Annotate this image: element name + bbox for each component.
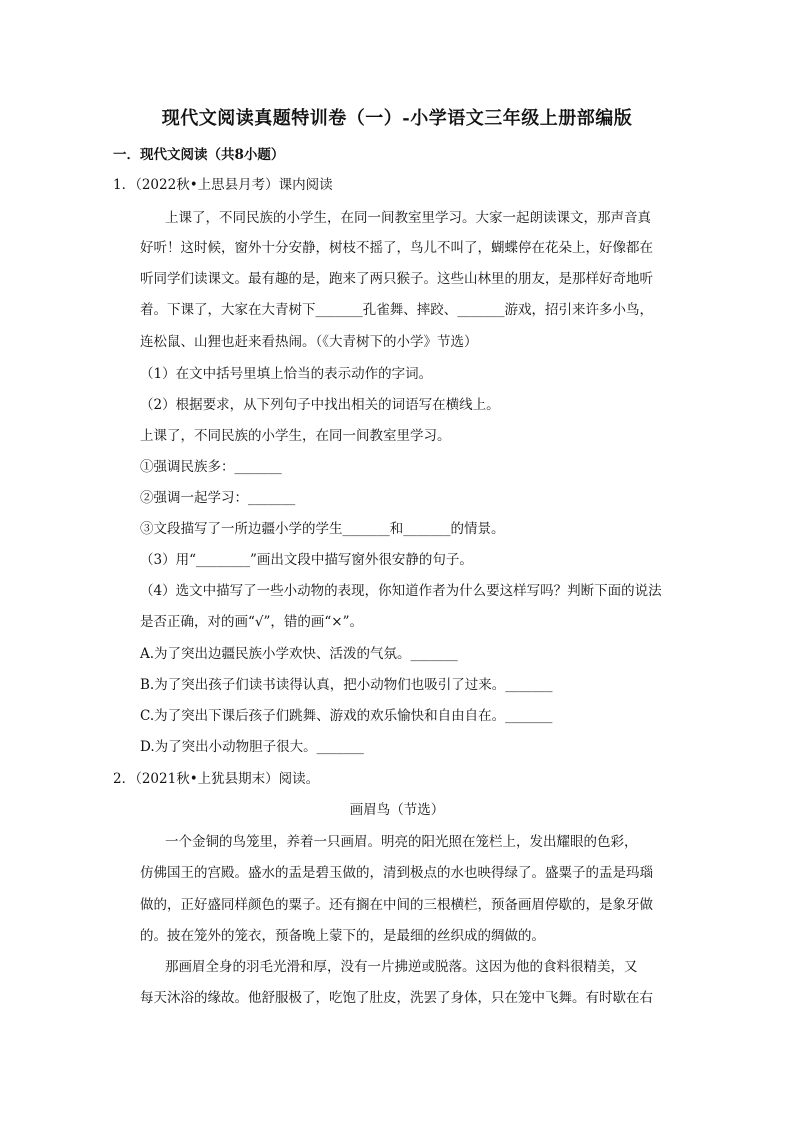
q1-option-a: A.为了突出边疆民族小学欢快、活泼的气氛。_______ — [140, 646, 458, 662]
q1-passage-line: 上课了，不同民族的小学生，在同一间教室里学习。大家一起朗读课文，那声音真 — [165, 210, 651, 226]
q1-sub2-item-c: ③文段描写了一所边疆小学的学生_______和_______的情景。 — [140, 521, 505, 537]
q2-para1-line: 一个金铜的鸟笼里，养着一只画眉。明亮的阳光照在笼栏上，发出耀眼的色彩， — [165, 834, 638, 850]
q1-option-c: C.为了突出下课后孩子们跳舞、游戏的欢乐愉快和自由自在。_______ — [140, 708, 553, 724]
q1-passage-line: 连松鼠、山狸也赶来看热闹。（《大青树下的小学》节选） — [140, 334, 478, 350]
q2-para2-line: 那画眉全身的羽毛光滑和厚，没有一片拂逆或脱落。这因为他的食料很精美，又 — [165, 959, 638, 975]
page-title: 现代文阅读真题特训卷（一）-小学语文三年级上册部编版 — [161, 108, 633, 129]
q1-passage-line: 听同学们读课文。最有趣的是，跑来了两只猴子。这些山林里的朋友，是那样好奇地听 — [140, 271, 653, 287]
q1-sub-question-3: （3）用“________”画出文段中描写窗外很安静的句子。 — [140, 552, 473, 568]
q1-sub-question-2: （2）根据要求，从下列句子中找出相关的词语写在横线上。 — [140, 397, 500, 413]
q1-sub2-sentence: 上课了，不同民族的小学生，在同一间教室里学习。 — [140, 428, 451, 444]
q1-option-d: D.为了突出小动物胆子很大。_______ — [140, 739, 364, 755]
q1-sub2-item-a: ①强调民族多：_______ — [140, 459, 282, 475]
q2-para1-line: 仿佛国王的宫殿。盛水的盂是碧玉做的，清到极点的水也映得绿了。盛粟子的盂是玛瑙 — [140, 865, 653, 881]
section-title: 一．现代文阅读（共8小题） — [113, 147, 285, 163]
question-2-header: 2．（2021秋•上犹县期末）阅读。 — [113, 771, 320, 787]
q1-sub-question-1: （1）在文中括号里填上恰当的表示动作的字词。 — [140, 366, 433, 382]
question-1-header: 1．（2022秋•上思县月考）课内阅读 — [113, 177, 333, 193]
q1-sub-question-4: （4）选文中描写了一些小动物的表现，你知道作者为什么要这样写吗？判断下面的说法 — [140, 583, 662, 599]
q1-passage-line: 着。下课了，大家在大青树下_______孔雀舞、摔跤、_______游戏，招引来许多小鸟， — [140, 302, 653, 318]
q1-passage-line: 好听！这时候，窗外十分安静，树枝不摇了，鸟儿不叫了，蝴蝶停在花朵上，好像都在 — [140, 240, 653, 256]
q1-sub-question-4-cont: 是否正确，对的画“√”，错的画“×”。 — [140, 614, 364, 630]
q2-para1-line: 做的，正好盛同样颜色的粟子。还有搁在中间的三根横栏，预备画眉停歇的，是象牙做 — [140, 897, 653, 913]
q2-passage-title: 画眉鸟（节选） — [349, 802, 445, 818]
q1-option-b: B.为了突出孩子们读书读得认真，把小动物们也吸引了过来。_______ — [140, 677, 553, 693]
q1-sub2-item-b: ②强调一起学习：_______ — [140, 490, 296, 506]
q2-para2-line: 每天沐浴的缘故。他舒服极了，吃饱了肚皮，洗罢了身体，只在笼中飞舞。有时歇在右 — [140, 990, 653, 1006]
q2-para1-line: 的。披在笼外的笼衣，预备晚上蒙下的，是最细的丝织成的绸做的。 — [140, 928, 545, 944]
